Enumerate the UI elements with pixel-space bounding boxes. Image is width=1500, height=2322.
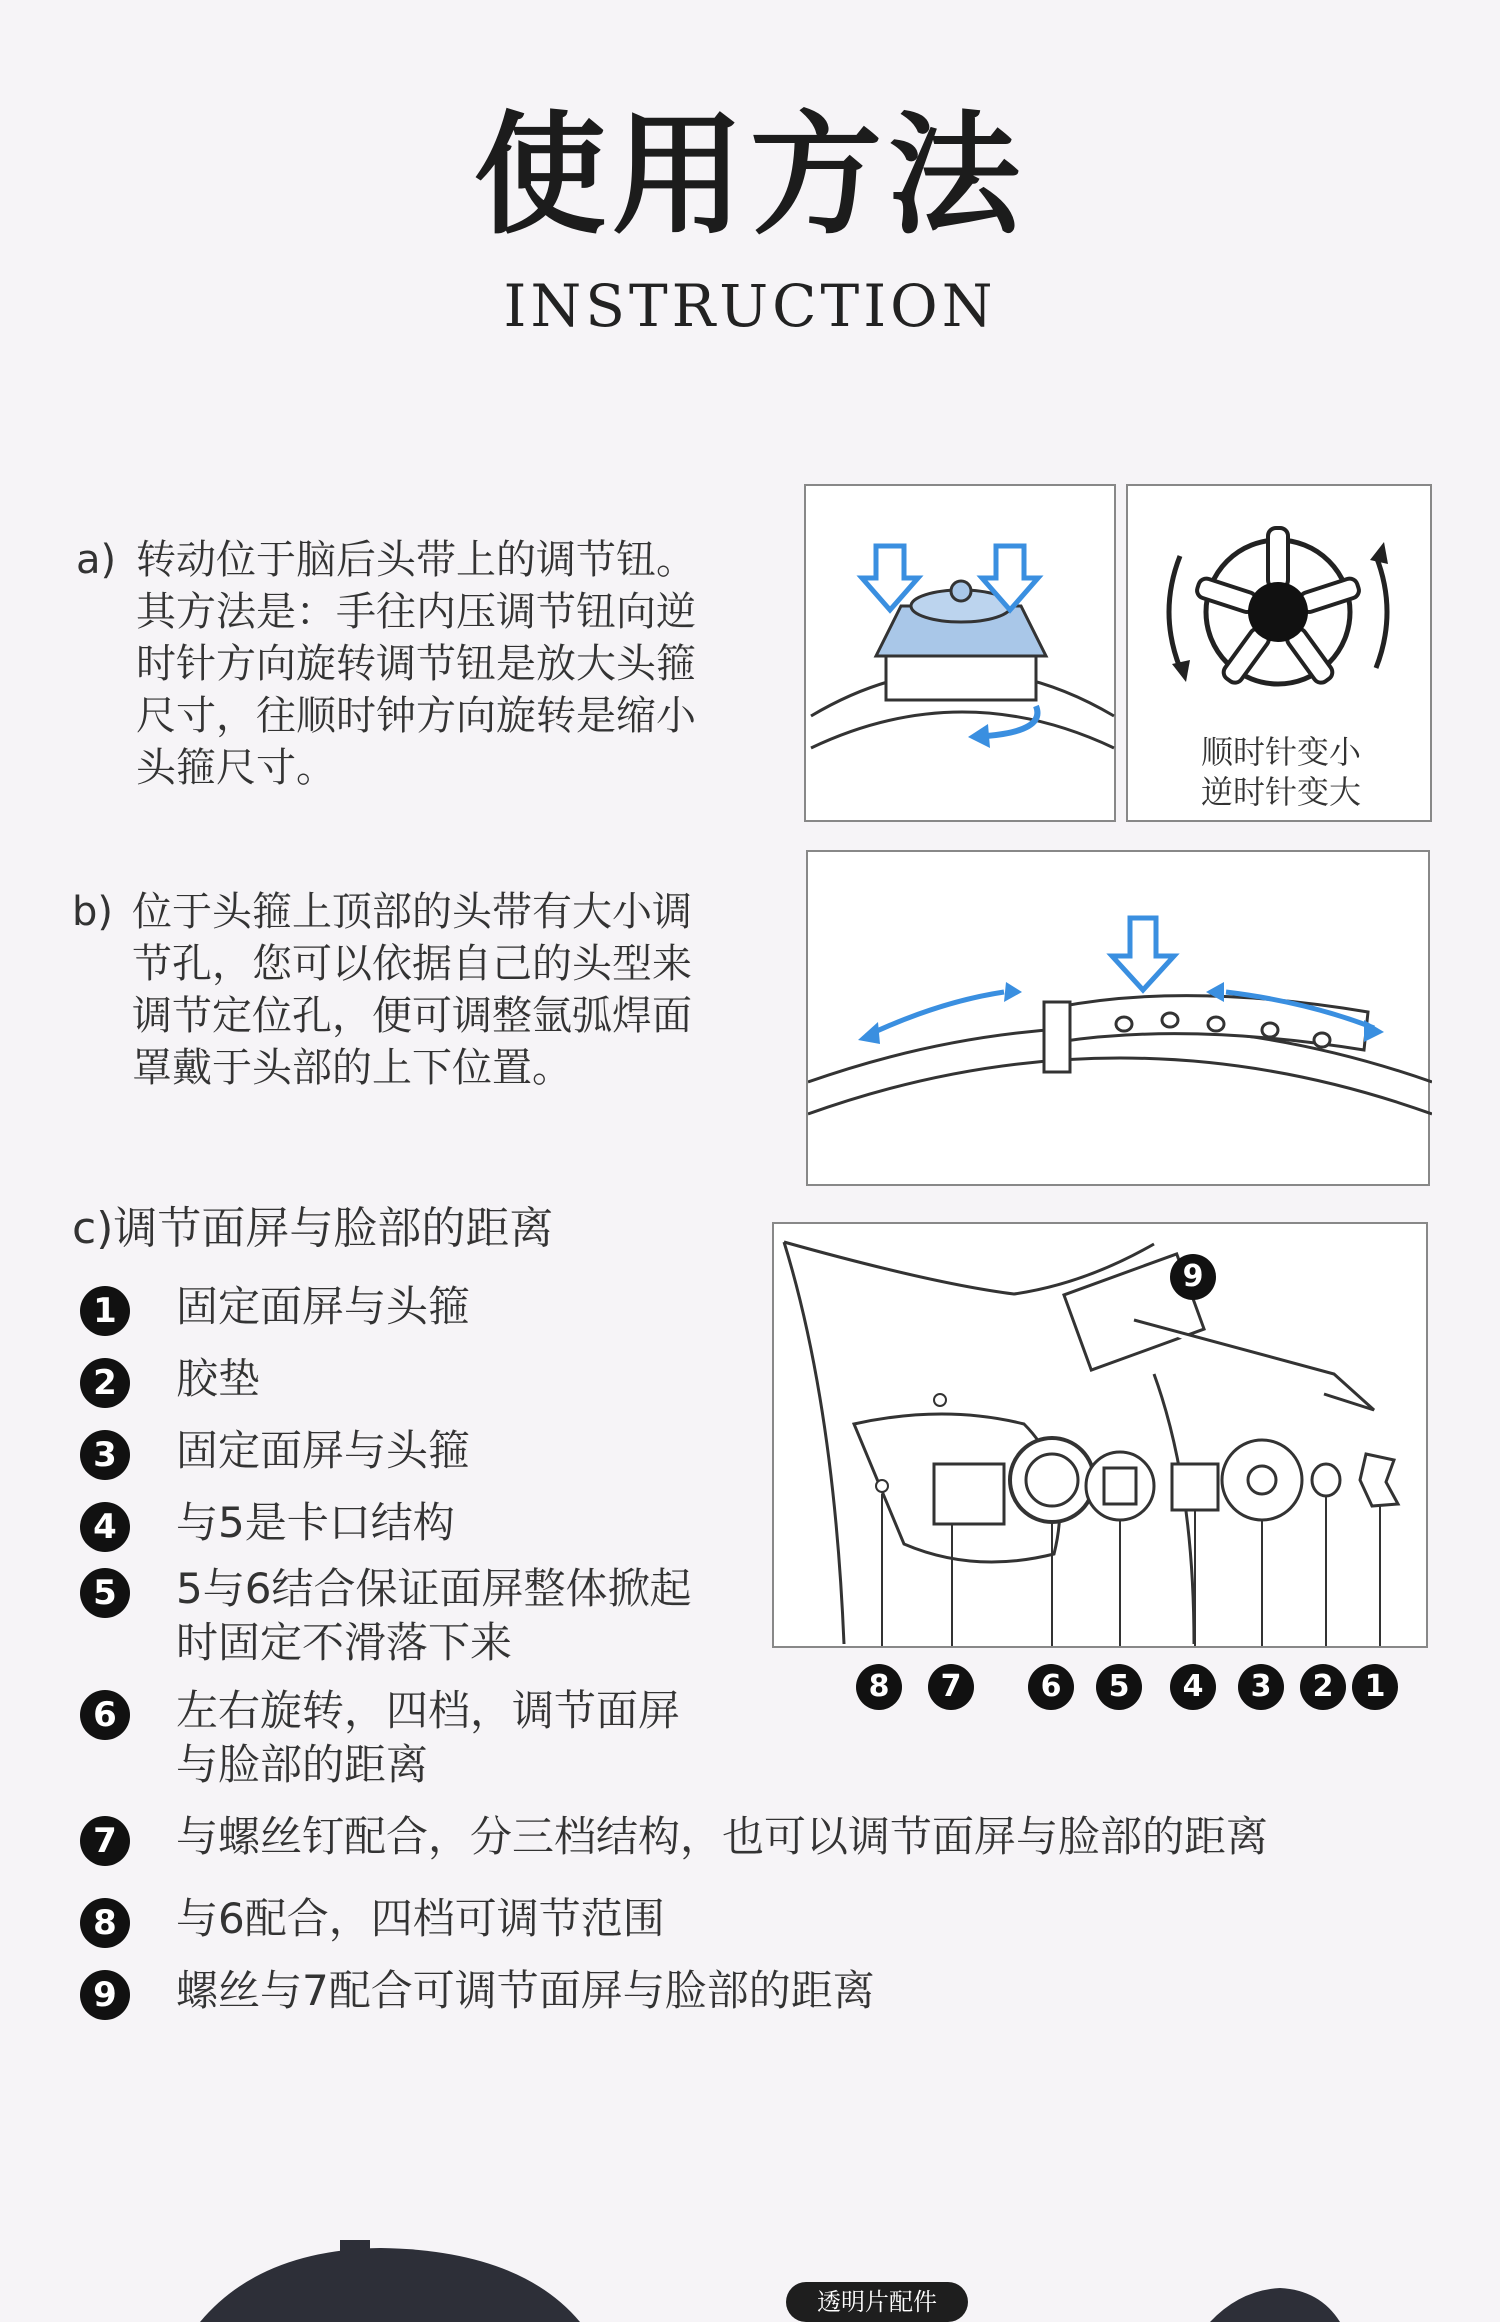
callout-9: 9	[1170, 1254, 1216, 1300]
step-b-text	[72, 886, 692, 1094]
step-b-line: 位于头箍上顶部的头带有大小调	[132, 889, 692, 935]
item-text-continued: 时固定不滑落下来	[176, 1618, 513, 1667]
item-number-badge: 8	[80, 1898, 130, 1948]
item-text: 固定面屏与头箍	[176, 1282, 471, 1331]
step-b-line: 节孔，您可以依据自己的头型来	[132, 941, 692, 987]
item-text: 与6配合，四档可调节范围	[176, 1894, 665, 1943]
item-number-badge: 7	[80, 1816, 130, 1866]
callout-3: 3	[1238, 1664, 1284, 1710]
knob-press-illustration	[804, 484, 1116, 822]
item-text: 左右旋转，四档，调节面屏	[176, 1686, 681, 1735]
item-number-badge: 2	[80, 1358, 130, 1408]
page-subtitle: INSTRUCTION	[503, 272, 997, 340]
step-a-line: 尺寸，往顺时钟方向旋转是缩小	[136, 693, 696, 739]
item-text: 与螺丝钉配合，分三档结构，也可以调节面屏与脸部的距离	[176, 1812, 1269, 1861]
step-a-marker: a)	[76, 537, 117, 583]
knob-rotation-illustration	[1126, 484, 1432, 822]
callout-1: 1	[1352, 1664, 1398, 1710]
item-number-badge: 3	[80, 1430, 130, 1480]
accessory-tag: 透明片配件	[786, 2282, 968, 2322]
parts-drawing	[774, 1224, 1430, 1650]
callout-7: 7	[928, 1664, 974, 1710]
item-text: 与5是卡口结构	[176, 1498, 455, 1547]
page-title: 使用方法	[474, 99, 1026, 253]
callout-8: 8	[856, 1664, 902, 1710]
knob-caption-clockwise: 顺时针变小	[1200, 733, 1361, 771]
step-b-line: 罩戴于头部的上下位置。	[132, 1045, 572, 1091]
step-a-line: 转动位于脑后头带上的调节钮。	[136, 537, 696, 583]
item-number-badge: 9	[80, 1970, 130, 2020]
item-number-badge: 6	[80, 1690, 130, 1740]
callout-5: 5	[1096, 1664, 1142, 1710]
step-b-marker: b)	[72, 889, 113, 935]
down-arrow-icon	[1112, 918, 1174, 990]
item-number-badge: 5	[80, 1568, 130, 1618]
callout-6: 6	[1028, 1664, 1074, 1710]
step-b-line: 调节定位孔，便可调整氩弧焊面	[132, 993, 692, 1039]
step-c-heading: c)调节面屏与脸部的距离	[72, 1203, 554, 1254]
callout-4: 4	[1170, 1664, 1216, 1710]
headband-drawing	[808, 852, 1432, 1188]
item-text: 螺丝与7配合可调节面屏与脸部的距离	[176, 1966, 875, 2015]
item-text: 固定面屏与头箍	[176, 1426, 471, 1475]
callout-2: 2	[1300, 1664, 1346, 1710]
step-a-line: 头箍尺寸。	[136, 745, 336, 791]
step-a-line: 其方法是：手往内压调节钮向逆	[136, 589, 696, 635]
knob-press-drawing	[806, 486, 1118, 824]
item-text: 胶垫	[176, 1354, 261, 1403]
headband-adjust-illustration	[806, 850, 1430, 1186]
item-number-badge: 1	[80, 1286, 130, 1336]
item-text: 5与6结合保证面屏整体掀起	[176, 1564, 692, 1613]
knob-caption-counterclockwise: 逆时针变大	[1200, 773, 1361, 811]
footer-products-image	[0, 2230, 1500, 2322]
step-a-line: 时针方向旋转调节钮是放大头箍	[136, 641, 696, 687]
exploded-parts-diagram	[772, 1222, 1428, 1648]
item-number-badge: 4	[80, 1502, 130, 1552]
step-a-text	[76, 534, 696, 794]
item-text-continued: 与脸部的距离	[176, 1740, 429, 1789]
